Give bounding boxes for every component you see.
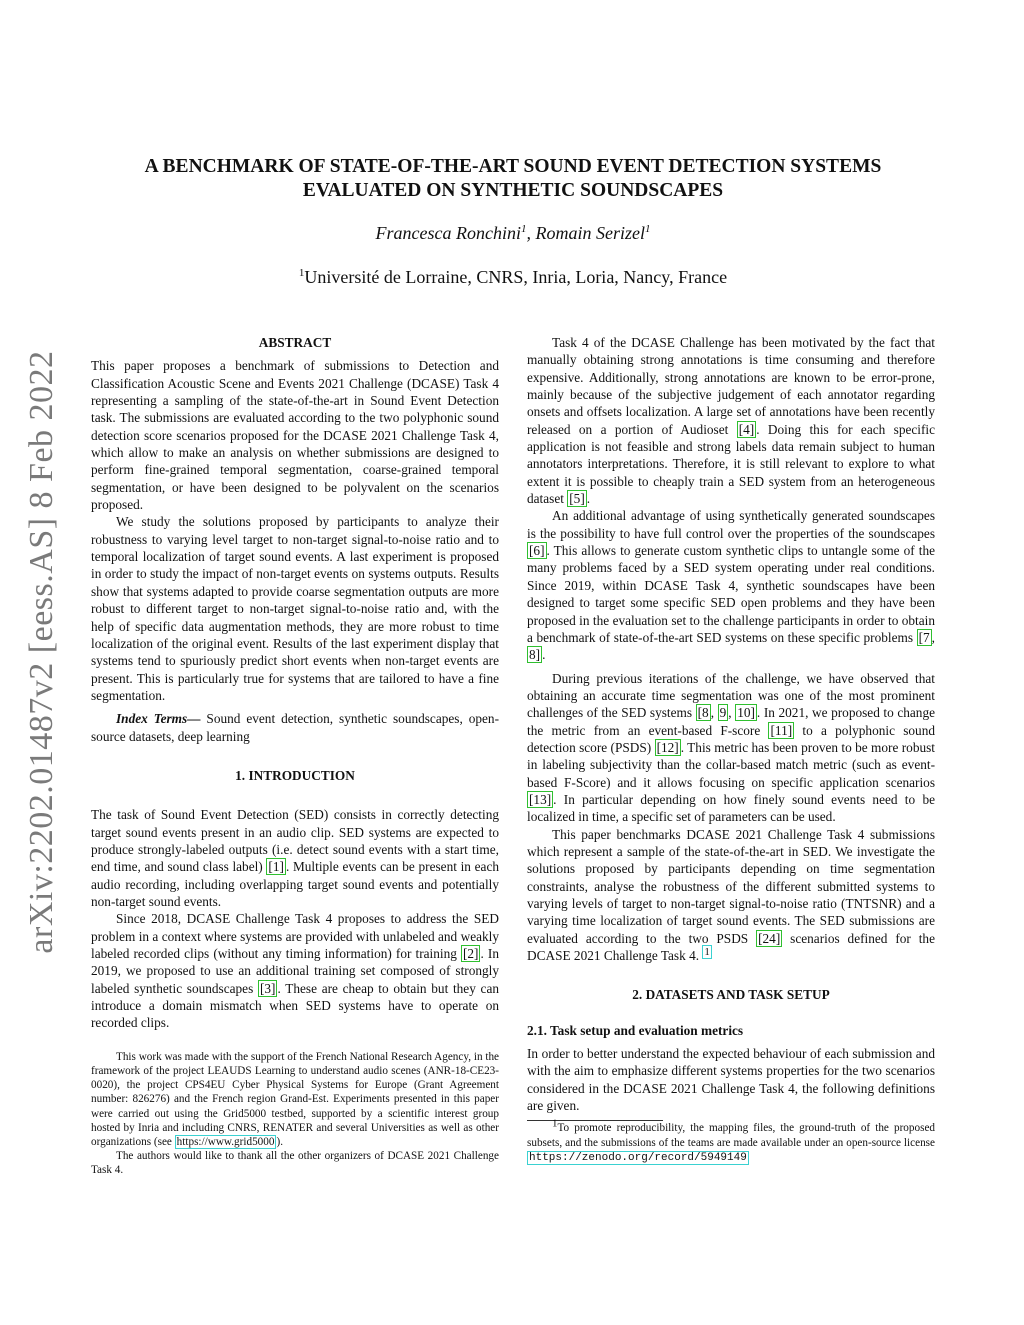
right-paragraph-1	[527, 334, 935, 507]
abstract-heading: ABSTRACT	[258, 335, 332, 350]
r-p2-text-b: . This allows to generate custom synthetic clips to untangle some of the many problems faced by a SED system operating under real conditions. Since 2019, within DCASE Task 4, synthetic soundscapes have been designed to target some specific SED open problems and they have been proposed in the evaluation set to the challenge participants in order to obtain a benchmark of state-of-the-art SED systems on these specific problems	[527, 543, 935, 645]
right-column	[527, 334, 935, 1165]
arxiv-identifier	[23, 350, 60, 954]
left-column	[91, 334, 499, 1178]
affiliation-text: Université de Lorraine, CNRS, Inria, Loria, Nancy, France	[304, 267, 728, 287]
citation-link[interactable]: [24]	[758, 930, 781, 946]
r-p4-text-b: scenarios defined for the DCASE 2021 Challenge Task 4.	[527, 930, 935, 964]
footnote-1-body: To promote reproducibility, the mapping files, the ground-truth of the proposed subsets, and the submissions of the teams are made available under an open-source license	[527, 1122, 935, 1149]
citation-link[interactable]: [1]	[268, 859, 284, 875]
index-terms-label: Index Terms—	[116, 711, 201, 727]
intro-p2-text-c: . These are cheap to obtain but they can introduce a domain mismatch when SED systems have to operate on recorded clips.	[91, 980, 499, 1031]
grid5000-link[interactable]: https://www.grid5000	[176, 1135, 275, 1148]
author-1: Francesca Ronchini	[375, 223, 521, 243]
author-1-affil: 1	[520, 223, 527, 235]
funding-text-end: ).	[276, 1135, 283, 1148]
r-p4-text-a: This paper benchmarks DCASE 2021 Challenge Task 4 submissions which represent a sample of the state-of-the-art in SED. We investigate the solutions proposed by participants depending on time segmentation constraints, analyse the robustness of the different submitted systems to varying levels of target to non-target signal-to-noise ratio (TNTSNR) and a varying time localization of target sound events. The SED submissions are evaluated according to the two PSDS	[527, 826, 935, 946]
intro-paragraph-1	[91, 806, 499, 910]
arxiv-id-text: arXiv:2202.01487v2 [eess.AS] 8 Feb 2022	[23, 350, 60, 954]
intro-p1-text-a: The task of Sound Event Detection (SED) consists in correctly detecting target sound events present in an audio clip. SED systems are expected to produce strongly-labeled outputs (i.e. detect sound events with a start time, end time, and sound class label)	[91, 807, 499, 875]
citation-link[interactable]: [6]	[529, 543, 545, 559]
author-list	[90, 223, 936, 244]
citation-link[interactable]: [5]	[569, 491, 585, 507]
intro-p2-text-b: . In 2019, we proposed to use an additional training set composed of strongly labeled synthetic soundscapes	[91, 946, 499, 996]
r-p2-text-c: .	[542, 647, 546, 663]
affiliation-mark: 1	[298, 267, 305, 279]
index-terms	[91, 710, 499, 745]
r-p2-text-a: An additional advantage of using synthetically generated soundscapes is the possibility to have full control over the properties of the soundscapes	[527, 508, 935, 541]
r-p1-text-c: .	[586, 491, 591, 507]
citation-sep: ,	[728, 705, 736, 721]
funding-text: This work was made with the support of the French National Research Agency, in the framework of the project LEAUDS Learning to understand audio scenes (ANR-18-CE23-0020), the project CPS4EU Cyber Physical Systems for Europe (Grant Agreement number: 826276) and the French region Grand-Est. Experiments presented in this paper were carried out using the Grid5000 testbed, supported by a scientific interest group hosted by Inria and including CNRS, RENATER and several Universities as well as other organizations (see	[91, 1050, 499, 1148]
author-2-affil: 1	[644, 223, 651, 235]
title-line-1: A BENCHMARK OF STATE-OF-THE-ART SOUND EVENT DETECTION SYSTEMS	[144, 156, 882, 177]
introduction-heading: 1. INTRODUCTION	[235, 767, 355, 783]
citation-link[interactable]: 9	[719, 705, 727, 721]
r-p3-text-a: During previous iterations of the challenge, we have observed that obtaining an accurate time segmentation was one of the most prominent challenges of the SED systems	[527, 670, 935, 721]
author-2: Romain Serizel	[535, 223, 645, 243]
right-paragraph-5: In order to better understand the expected behaviour of each submission and with the aim to emphasize different systems properties for the two scenarios considered in the DCASE 2021 Challenge Task 4, the following definitions are given.	[527, 1046, 935, 1114]
acknowledgement-footnote: The authors would like to thank all the other organizers of DCASE 2021 Challenge Task 4.	[91, 1150, 499, 1177]
r-p3-text-e: . In particular depending on how finely sound events need to be localized in time, a specific set of parameters can be used.	[527, 791, 935, 825]
citation-link[interactable]: [2]	[462, 946, 479, 961]
index-terms-text: Sound event detection, synthetic soundscapes, open-source datasets, deep learning	[91, 711, 499, 744]
footnote-1-text	[527, 1117, 935, 1165]
subsection-2-1-heading: 2.1. Task setup and evaluation metrics	[527, 1022, 744, 1038]
right-paragraph-2	[527, 507, 935, 663]
intro-paragraph-2	[91, 910, 499, 1031]
right-paragraph-4	[527, 826, 935, 965]
paper-title	[90, 155, 936, 203]
abstract-paragraph-1: This paper proposes a benchmark of submissions to Detection and Classification Acoustic Scene and Events 2021 Challenge (DCASE) Task 4 representing a sampling of the state-of-the-art in Sound Event Detection task. The submissions are evaluated according to the two polyphonic sound detection score scenarios proposed for the DCASE 2021 Challenge Task 4, which allow to make an analysis on whether submissions are designed to perform fine-grained temporal segmentation, coarse-grained temporal segmentation, or have been designed to be polyvalent on the scenarios proposed.	[91, 358, 499, 513]
citation-sep: ,	[931, 629, 935, 645]
r-p1-text-a: Task 4 of the DCASE Challenge has been motivated by the fact that manually obtaining strong annotations is time consuming and therefore expensive. Additionally, strong annotations are known to be error-prone, mainly because of the subjective judgement of each annotator regarding onsets and offsets localization. A large set of annotations have been recently released on a portion of Audioset	[527, 335, 935, 437]
zenodo-link[interactable]: https://zenodo.org/record/5949149	[529, 1151, 747, 1164]
r-p1-text-b: . Doing this for each specific application is not feasible and strong labels data remain subject to human annotators interpretations. Therefore, it is still relevant to explore to what extent it is possible to cheaply train a SED system from an heterogeneous dataset	[527, 421, 935, 507]
citation-link[interactable]: [8	[697, 705, 709, 721]
r-p3-text-b: . In 2021, we proposed to change the metric from an event-based F-score	[527, 705, 936, 738]
citation-link[interactable]: [11]	[770, 722, 793, 738]
intro-p2-text-a: Since 2018, DCASE Challenge Task 4 proposes to address the SED problem in a context where systems are provided with unlabeled and weakly labeled recorded clips (without any timing information) for training	[91, 911, 499, 961]
footnote-marker-link[interactable]: 1	[704, 945, 710, 958]
citation-link[interactable]: [7	[918, 629, 930, 645]
citation-link[interactable]: 8]	[529, 647, 541, 663]
author-separator: ,	[526, 223, 536, 243]
title-line-2: EVALUATED ON SYNTHETIC SOUNDSCAPES	[302, 180, 724, 201]
abstract-paragraph-2: We study the solutions proposed by participants to analyze their robustness to varying level target to non-target signal-to-noise ratio and to temporal localization of target sound events. A last experiment is proposed in order to study the impact of non-target events on systems outputs. Results show that systems adapted to provide coarse segmentation outputs are more robust to different target to non-target signal-to-noise ratio and, with the help of specific data augmentation methods, they are more robust to time localization of the original event. Results of the last experiment display that systems tend to spuriously predict short events when non-target events are present. This is particularly true for systems that are tailored to have a fine segmentation.	[91, 514, 499, 703]
citation-sep: ,	[710, 705, 718, 721]
citation-link[interactable]: [4]	[738, 421, 755, 437]
citation-link[interactable]: [3]	[259, 980, 276, 996]
intro-p1-text-b: . Multiple events can be present in each audio recording, including overlapping target sound events and potentially non-target sound events.	[91, 859, 499, 909]
r-p3-text-c: to a polyphonic sound detection score (PSDS)	[527, 722, 935, 755]
footnotes	[91, 1050, 499, 1178]
citation-link[interactable]: [12]	[656, 739, 679, 755]
citation-link[interactable]: 10]	[737, 705, 755, 721]
r-p3-text-d: . This metric has been proven to be more robust in labeling subjectivity than the collar-based match metric (such as event-based F-Score) and it allows focusing on specific application scenarios	[527, 739, 935, 790]
funding-footnote	[91, 1050, 499, 1149]
footnote-1-mark: 1	[552, 1117, 558, 1130]
citation-link[interactable]: [13]	[529, 791, 552, 807]
right-paragraph-3	[527, 670, 935, 826]
footnote-1	[527, 1117, 935, 1165]
affiliation	[90, 267, 936, 288]
section-2-heading: 2. DATASETS AND TASK SETUP	[632, 987, 830, 1003]
